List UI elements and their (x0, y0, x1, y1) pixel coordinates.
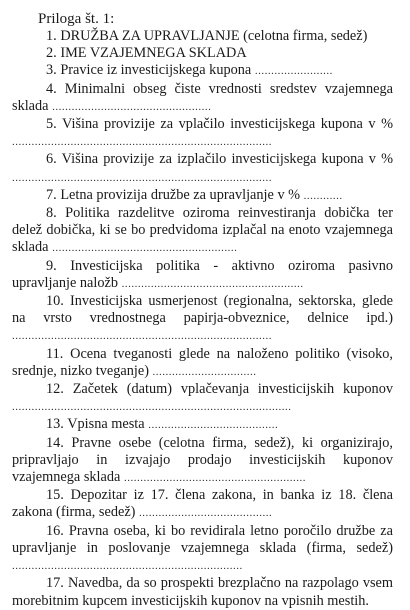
item-number: 17. (46, 575, 64, 592)
fill-in-leader: ........................................................ (121, 277, 304, 290)
list-item (12, 205, 393, 258)
item-text: Pravice iz investicijskega kupona (60, 62, 252, 79)
item-number: 3. (46, 62, 57, 79)
fill-in-leader: ................................................................................ (12, 171, 272, 184)
fill-in-leader: ......................................................... (52, 242, 238, 255)
list-item (12, 116, 393, 151)
list-item (12, 487, 393, 522)
list-item (12, 45, 393, 62)
item-text: IME VZAJEMNEGA SKLADA (60, 45, 247, 62)
fill-in-leader: ................................ (152, 365, 257, 378)
item-text: Depozitar iz 17. člena zakona, in banka iz 18. člena zakona (firma, sedež) (12, 487, 394, 521)
list-item (12, 416, 393, 434)
item-number: 5. (46, 116, 57, 133)
item-text: Politika razdelitve oziroma reinvestiranja dobička ter delež dobička, ki se bo predvidoma izplačal na enoto vzajemnega sklada (12, 205, 393, 256)
item-number: 10. (46, 293, 64, 310)
item-text: Pravne osebe (celotna firma, sedež), ki organizirajo, pripravljajo in izvajajo prodajo investicijskih kuponov vzajemnega sklada (12, 434, 393, 486)
item-number: 11. (46, 345, 64, 362)
item-number: 14. (46, 434, 64, 451)
item-number: 2. (46, 45, 57, 62)
fill-in-leader: ................................................................................ (12, 136, 272, 149)
fill-in-leader: ................................................................................ (12, 330, 272, 343)
list-item (12, 523, 393, 576)
item-number: 9. (46, 257, 57, 274)
fill-in-leader: ................................................. (52, 100, 212, 113)
item-text: Višina provizije za vplačilo investicijskega kupona v % (62, 116, 393, 133)
item-text: Vpisna mesta (67, 416, 145, 433)
item-number: 15. (46, 487, 64, 504)
item-number: 12. (46, 381, 64, 398)
item-number: 8. (46, 205, 57, 222)
item-number: 1. (46, 28, 57, 44)
list-item (12, 258, 393, 293)
annex-heading: Priloga št. 1: (38, 11, 115, 27)
item-text: Investicijska usmerjenost (regionalna, sektorska, glede na vrsto vrednostnega papirja-obveznice, delnice ipd.) (12, 293, 393, 327)
list-item (12, 81, 393, 116)
item-list (12, 28, 393, 610)
fill-in-leader: ...................................................................................... (12, 401, 292, 414)
list-item (12, 293, 393, 346)
item-text: Začetek (datum) vplačevanja investicijskih kuponov (72, 381, 394, 398)
list-item (12, 575, 393, 609)
list-item (12, 187, 393, 205)
fill-in-leader: ......................................... (139, 507, 273, 520)
fill-in-leader: ....................................................................... (12, 560, 243, 573)
item-number: 13. (46, 416, 64, 433)
fill-in-leader: ........................................................ (123, 472, 306, 485)
item-text: Pravna oseba, ki bo revidirala letno poročilo družbe za upravljanje in poslovanje vzajemnega sklada (firma, sedež) (12, 522, 393, 556)
item-text: Navedba, da so prospekti brezplačno na razpolago vsem morebitnim kupcem investicijskih kuponov na vpisnih mestih. (12, 575, 394, 609)
list-item (12, 346, 393, 381)
list-item (12, 151, 393, 186)
item-text: DRUŽBA ZA UPRAVLJANJE (celotna firma, sedež) (60, 28, 368, 44)
item-text: Višina provizije za izplačilo investicijskega kupona v % (61, 151, 393, 168)
item-text: Letna provizija družbe za upravljanje v % (60, 186, 301, 203)
list-item (12, 28, 393, 45)
item-text: Ocena tveganosti glede na naloženo politiko (visoko, srednje, nizko tveganje) (12, 345, 394, 379)
item-number: 7. (46, 186, 57, 203)
list-item (12, 435, 393, 488)
list-item (12, 62, 393, 80)
fill-in-leader: ........................ (254, 65, 333, 78)
item-number: 6. (46, 151, 57, 168)
item-number: 16. (46, 522, 64, 539)
fill-in-leader: ........................................ (148, 419, 279, 432)
item-text: Minimalni obseg čiste vrednosti sredstev vzajemnega sklada (12, 80, 393, 114)
fill-in-leader: ............ (303, 189, 343, 202)
item-number: 4. (46, 80, 57, 97)
item-text: Investicijska politika - aktivno oziroma pasivno upravljanje naložb (12, 257, 393, 291)
list-item (12, 381, 393, 416)
